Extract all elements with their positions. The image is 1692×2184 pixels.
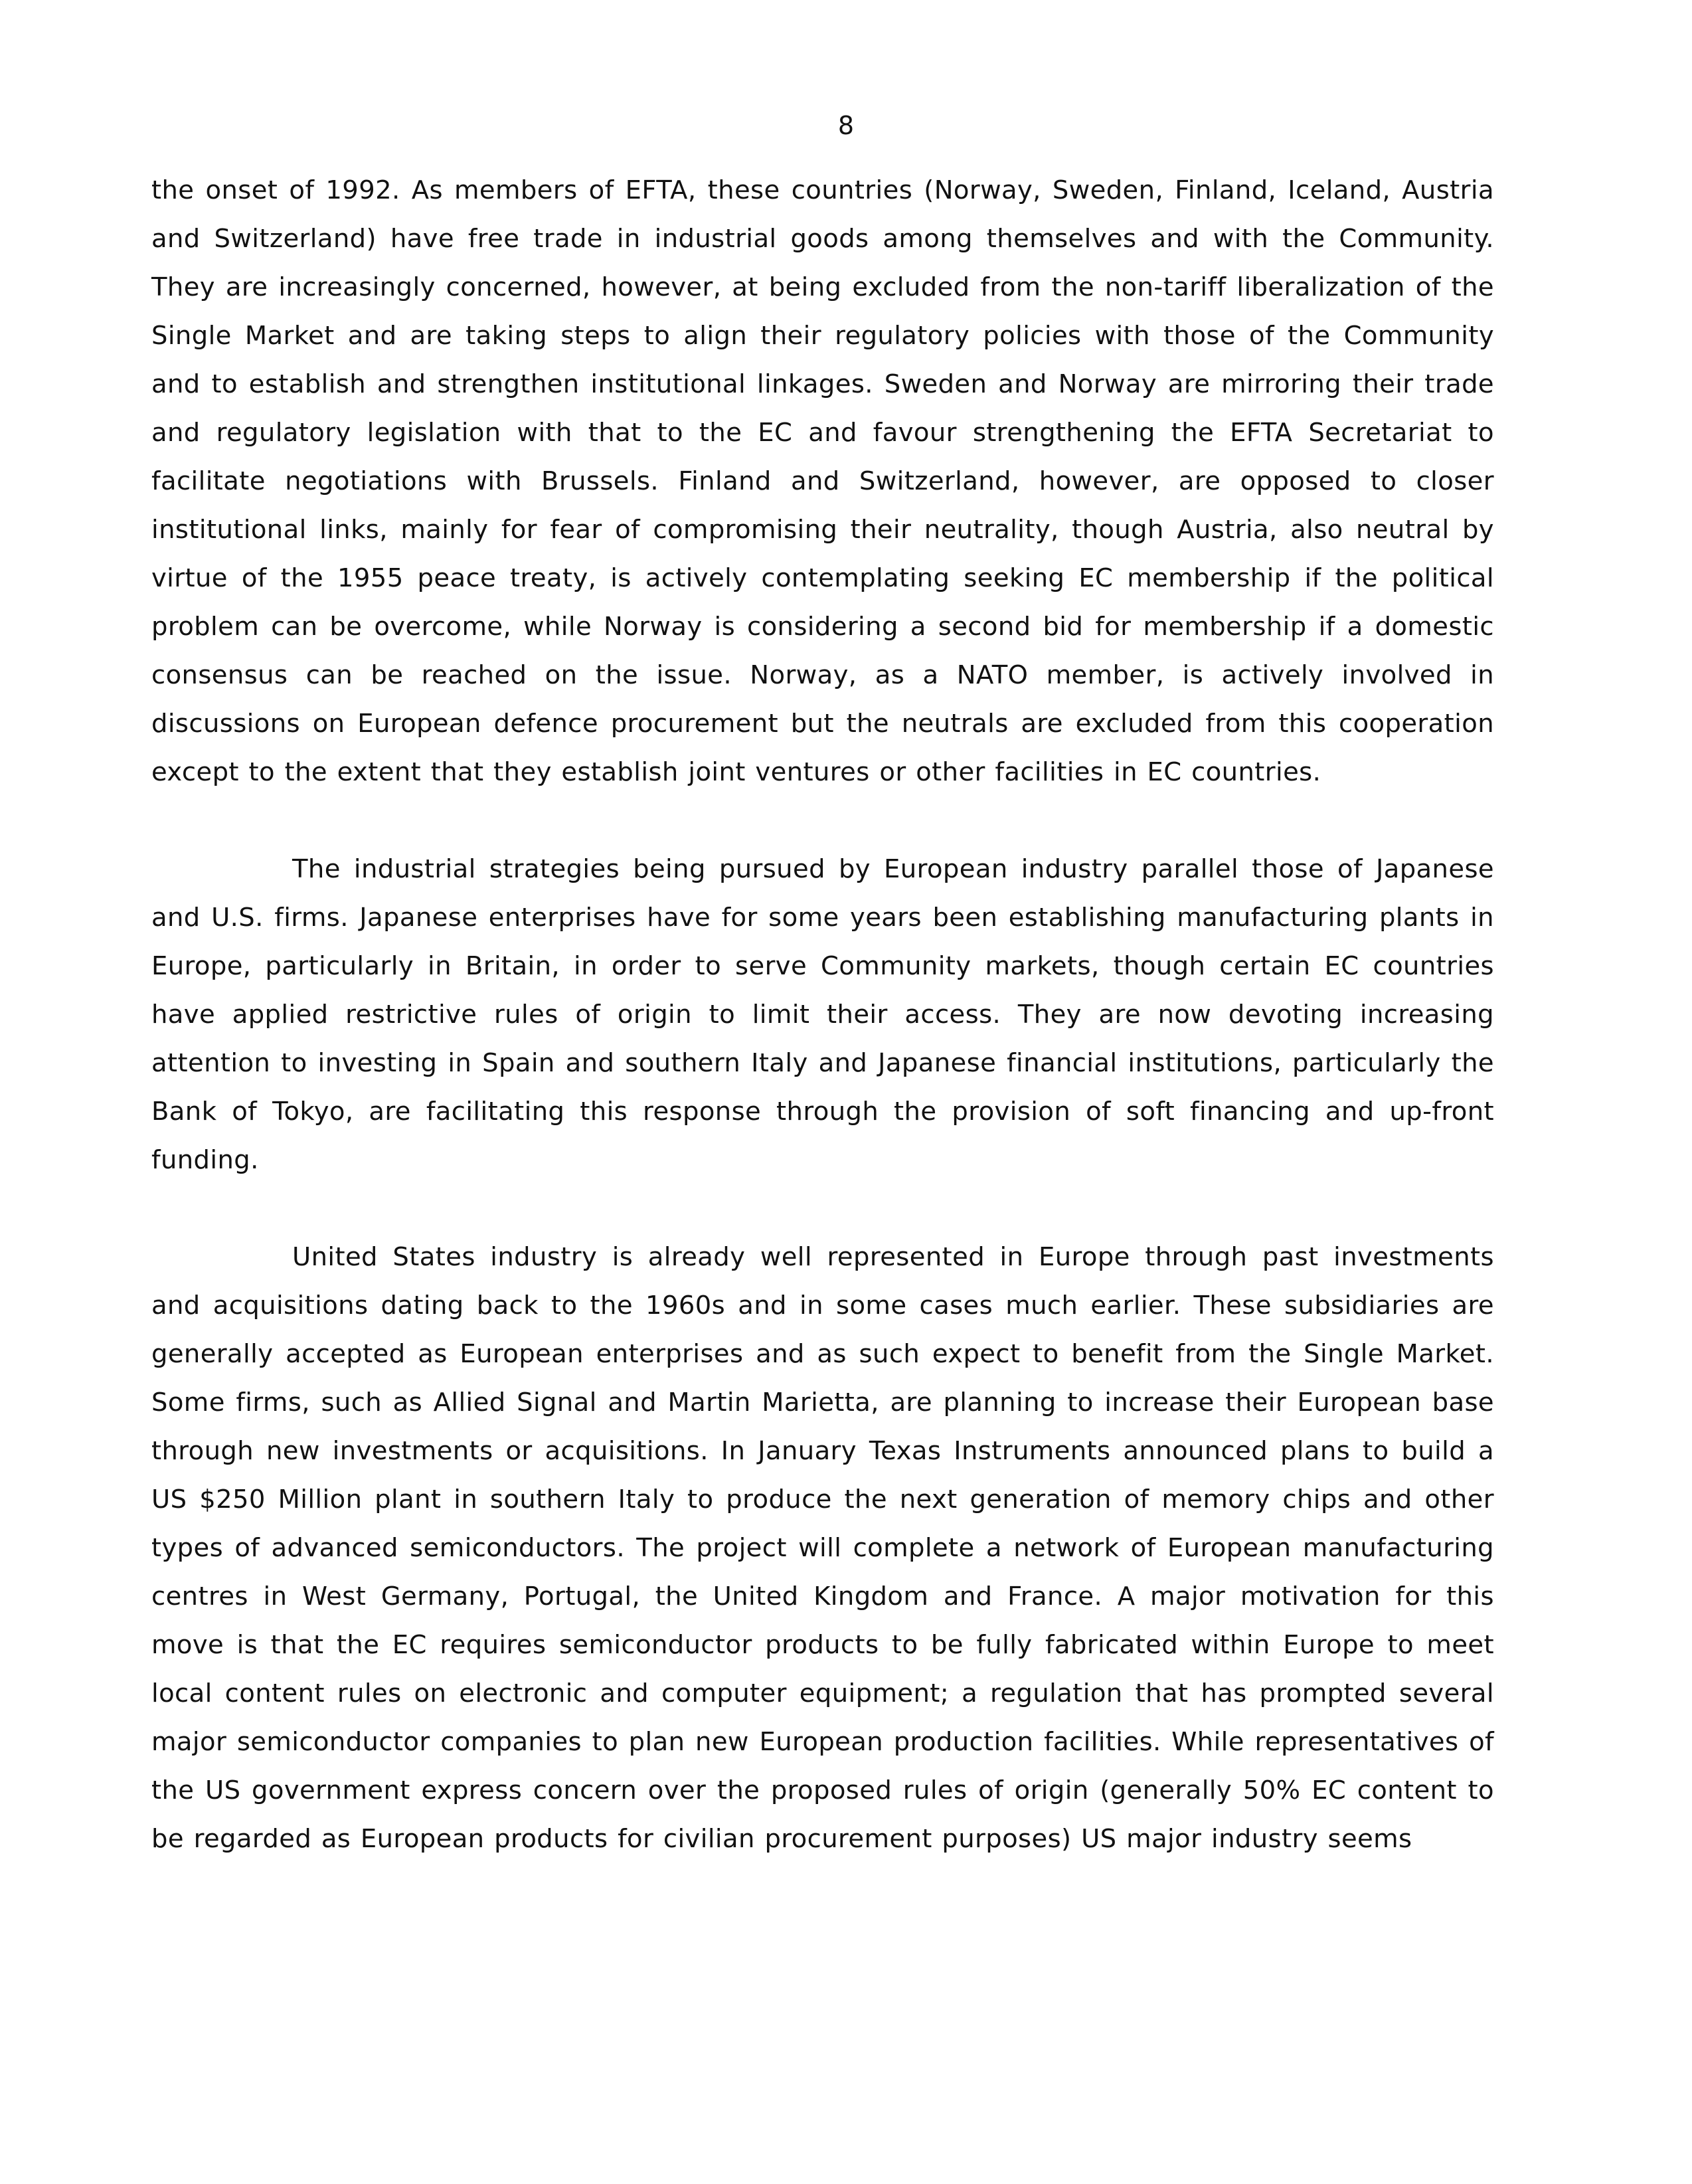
paragraph-united-states-industry: United States industry is already well represented in Europe through past investments and acquisitions dating back to the 1960s and in some cases much earlier. These subsidiaries are generally accepted as European enterprises and as such expect to benefit from the Single Market. Some firms, such as Allied Signal and Martin Marietta, are planning to increase their European base through new investments or acquisitions. In January Texas Instruments announced plans to build a US $250 Million plant in southern Italy to produce the next generation of memory chips and other types of advanced semiconductors. The project will complete a network of European manufacturing centres in West Germany, Portugal, the United Kingdom and France. A major motivation for this move is that the EC requires semiconductor products to be fully fabricated within Europe to meet local content rules on electronic and computer equipment; a regulation that has prompted several major semiconductor companies to plan new European production facilities. While representatives of the US government express concern over the proposed rules of origin (generally 50% EC content to be regarded as European products for civilian procurement purposes) US major industry seems xyxy=(151,1242,1494,1854)
paragraph-efta: the onset of 1992. As members of EFTA, these countries (Norway, Sweden, Finland, Iceland, Austria and Switzerland) have free trade in industrial goods among themselves and with the Community. They are increasingly concerned, however, at being excluded from the non-tariff liberalization of the Single Market and are taking steps to align their regulatory policies with those of the Community and to establish and strengthen institutional linkages. Sweden and Norway are mirroring their trade and regulatory legislation with that to the EC and favour strengthening the EFTA Secretariat to facilitate negotiations with Brussels. Finland and Switzerland, however, are opposed to closer institutional links, mainly for fear of compromising their neutrality, though Austria, also neutral by virtue of the 1955 peace treaty, is actively contemplating seeking EC membership if the political problem can be overcome, while Norway is considering a second bid for membership if a domestic consensus can be reached on the issue. Norway, as a NATO member, is actively involved in discussions on European defence procurement but the neutrals are excluded from this cooperation except to the extent that they establish joint ventures or other facilities in EC countries. xyxy=(151,175,1494,787)
paragraph-industrial-strategies: The industrial strategies being pursued by European industry parallel those of Japanese and U.S. firms. Japanese enterprises have for some years been establishing manufacturing plants in Europe, particularly in Britain, in order to serve Community markets, though certain EC countries have applied restrictive rules of origin to limit their access. They are now devoting increasing attention to investing in Spain and southern Italy and Japanese financial institutions, particularly the Bank of Tokyo, are facilitating this response through the provision of soft financing and up-front funding. xyxy=(151,854,1494,1175)
body-text xyxy=(151,166,1494,1863)
page-number: 8 xyxy=(837,111,855,140)
